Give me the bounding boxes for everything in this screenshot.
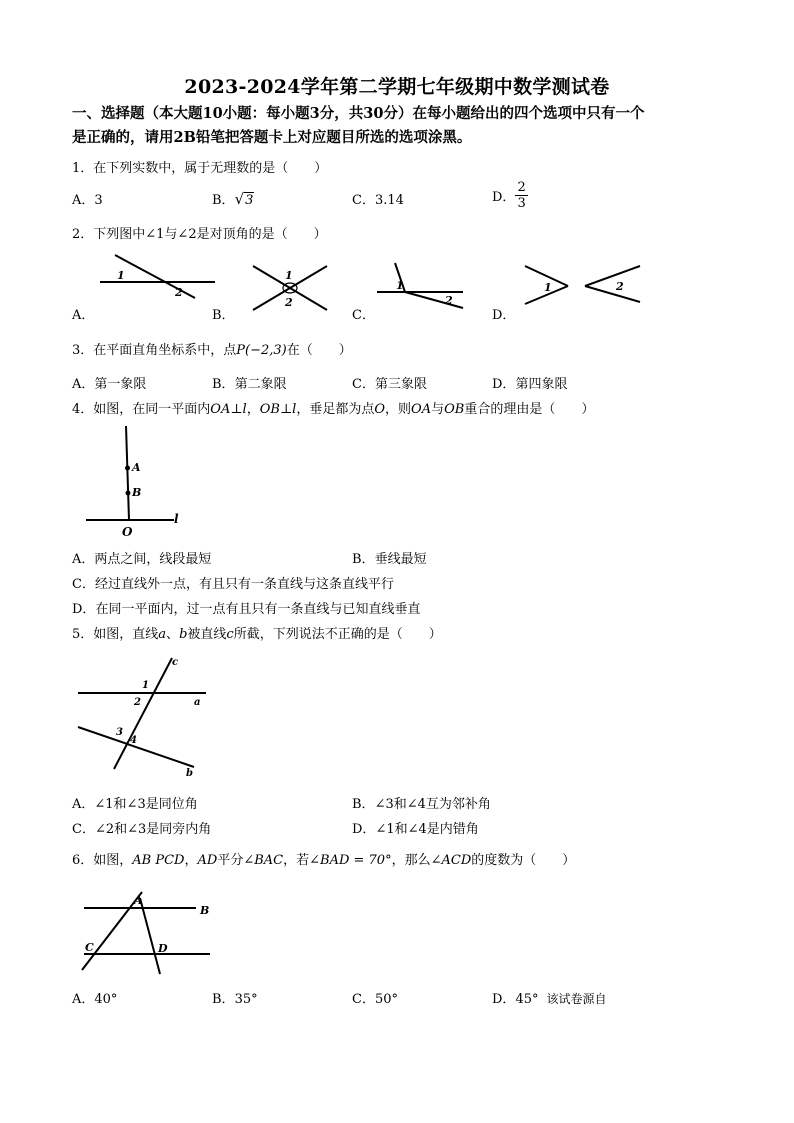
q4-option-c: C．经过直线外一点，有且只有一条直线与这条直线平行 xyxy=(72,577,394,592)
q6-option-b: B．35° xyxy=(212,992,258,1007)
exam-title: 2023-2024学年第二学期七年级期中数学测试卷 xyxy=(184,76,610,98)
svg-text:1: 1 xyxy=(142,680,149,691)
question-3-stem: 3．在平面直角坐标系中，点P(−2,3)在（ ） xyxy=(72,343,352,358)
q5-option-d: D．∠1和∠4是内错角 xyxy=(352,822,479,837)
q3-option-c: C．第三象限 xyxy=(352,377,427,392)
q4-option-d: D．在同一平面内，过一点有且只有一条直线与已知直线垂直 xyxy=(72,602,421,617)
fraction: $\frac{2}{3}$ xyxy=(517,180,526,211)
q5-figure xyxy=(76,655,216,780)
q6-option-d: D．45° 该试卷源自 xyxy=(492,992,607,1007)
q2-option-c: C． xyxy=(352,308,375,323)
q5-option-b: B．∠3和∠4互为邻补角 xyxy=(352,797,491,812)
q2-figure-b xyxy=(245,262,335,314)
q4-figure xyxy=(82,424,192,542)
q2-figure-a xyxy=(95,252,220,302)
svg-text:1: 1 xyxy=(544,281,552,294)
q2-option-d: D． xyxy=(492,308,516,323)
svg-text:2: 2 xyxy=(175,286,183,299)
q6-option-a: A．40° xyxy=(72,992,118,1007)
section-heading-line-2: 是正确的，请用2B铅笔把答题卡上对应题目所选的选项涂黑。 xyxy=(72,129,472,146)
svg-text:A: A xyxy=(134,894,143,907)
q6-figure xyxy=(78,890,218,975)
q2-figure-d xyxy=(520,262,645,306)
question-2-stem: 2．下列图中∠1与∠2是对顶角的是（ ） xyxy=(72,227,327,242)
question-4-stem: 4．如图，在同一平面内OA⊥l，OB⊥l，垂足都为点O，则OA与OB重合的理由是（ ） xyxy=(72,402,595,417)
svg-text:l: l xyxy=(174,512,179,526)
watermark-text: 该试卷源自 xyxy=(546,992,607,1006)
svg-text:b: b xyxy=(186,768,193,779)
svg-text:c: c xyxy=(172,657,179,668)
q3-option-d: D．第四象限 xyxy=(492,377,568,392)
svg-text:3: 3 xyxy=(116,727,123,738)
radical-sign: √ xyxy=(234,190,245,208)
q1-option-b: B．√3 xyxy=(212,190,254,208)
svg-text:1: 1 xyxy=(117,269,125,282)
q4-option-b: B．垂线最短 xyxy=(352,552,427,567)
q4-option-a: A．两点之间，线段最短 xyxy=(72,552,212,567)
q2-option-a: A． xyxy=(72,308,95,323)
svg-text:2: 2 xyxy=(285,296,293,309)
question-6-stem: 6．如图，AB PCD，AD平分∠BAC，若∠BAD = 70°，那么∠ACD的度数为（ ） xyxy=(72,853,576,868)
q2-figure-c xyxy=(375,258,470,312)
svg-text:a: a xyxy=(194,697,201,708)
q6-option-c: C．50° xyxy=(352,992,398,1007)
svg-text:O: O xyxy=(122,525,133,539)
q1-option-a: A．3 xyxy=(72,193,103,208)
svg-text:2: 2 xyxy=(616,280,624,293)
svg-text:A: A xyxy=(132,461,141,474)
svg-text:2: 2 xyxy=(445,294,453,307)
q2-option-b: B． xyxy=(212,308,235,323)
q5-option-a: A．∠1和∠3是同位角 xyxy=(72,797,198,812)
svg-text:B: B xyxy=(132,486,142,499)
svg-text:4: 4 xyxy=(130,735,137,746)
svg-text:B: B xyxy=(200,904,210,917)
question-1-stem: 1．在下列实数中，属于无理数的是（ ） xyxy=(72,161,328,176)
section-heading-line-1: 一、选择题（本大题10小题：每小题3分，共30分）在每小题给出的四个选项中只有一个 xyxy=(72,105,645,122)
section-heading-1 xyxy=(72,102,732,150)
q3-option-b: B．第二象限 xyxy=(212,377,287,392)
q5-option-c: C．∠2和∠3是同旁内角 xyxy=(72,822,212,837)
q1-option-d: D． $\frac{2}{3}$ xyxy=(492,180,526,211)
svg-text:D: D xyxy=(158,942,168,955)
svg-text:1: 1 xyxy=(396,279,404,292)
svg-text:C: C xyxy=(85,941,94,954)
question-5-stem: 5．如图，直线a、b被直线c所截，下列说法不正确的是（ ） xyxy=(72,627,442,642)
svg-text:1: 1 xyxy=(285,269,293,282)
svg-text:2: 2 xyxy=(134,697,141,708)
q1-option-c: C．3.14 xyxy=(352,193,404,208)
q3-option-a: A．第一象限 xyxy=(72,377,147,392)
